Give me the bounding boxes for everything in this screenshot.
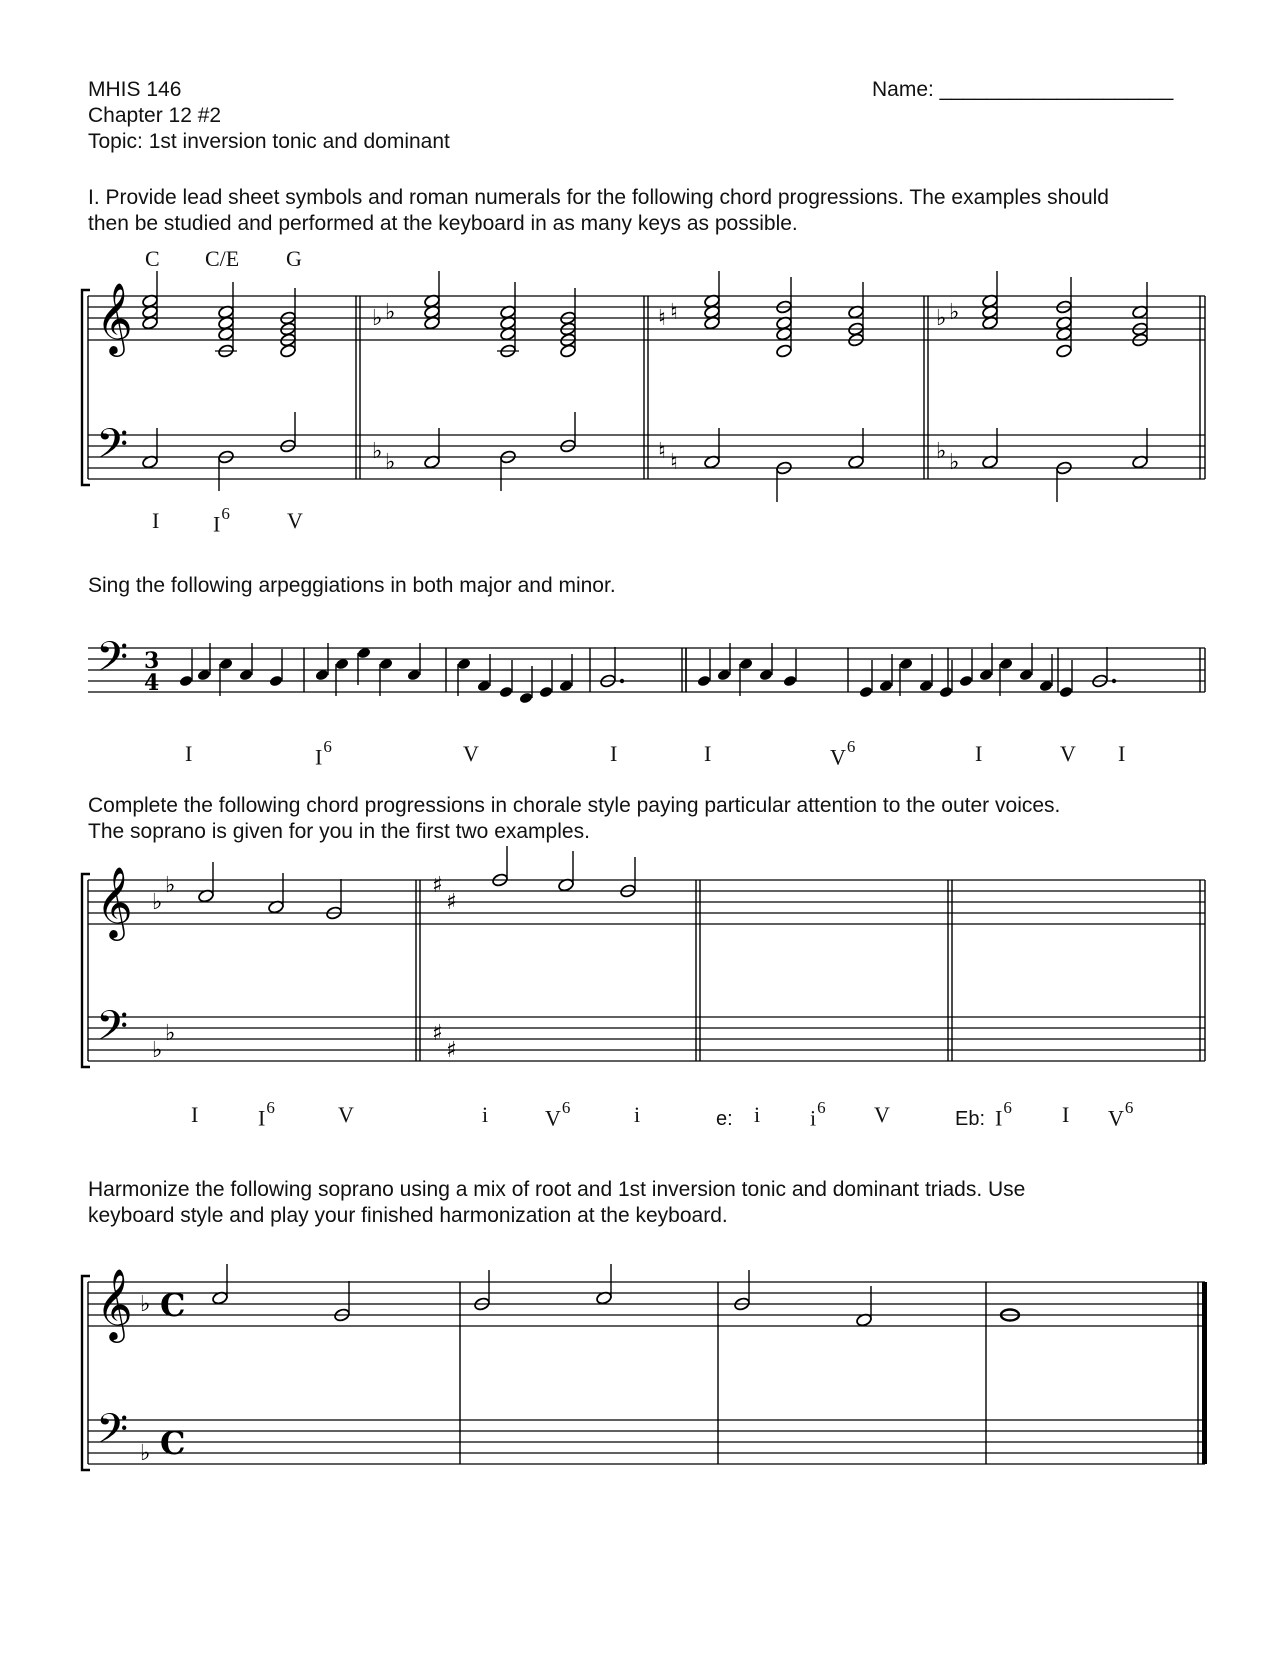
quarter-note — [859, 686, 874, 699]
roman-numeral: I — [152, 508, 160, 533]
treble-clef: 𝄞 — [96, 1267, 133, 1340]
sharp-sign: ♯ — [446, 890, 457, 915]
roman-numeral: $V^6$ — [1108, 1098, 1134, 1131]
roman-numeral: I — [610, 741, 618, 766]
natural-sign: ♮ — [658, 306, 666, 331]
chord-symbol: C — [145, 246, 160, 271]
key-label: Eb: — [955, 1108, 986, 1130]
roman-numeral: i — [482, 1102, 489, 1127]
flat-sign: ♭ — [152, 1038, 163, 1063]
chord-symbol: G — [286, 246, 302, 271]
flat-sign: ♭ — [372, 439, 383, 464]
section1-instructions-line1: I. Provide lead sheet symbols and roman numerals for the following chord progressions. The examples should — [88, 186, 1109, 209]
half-note — [775, 344, 792, 359]
roman-numeral: V — [874, 1102, 890, 1127]
roman-numeral: I — [975, 741, 983, 766]
flat-sign: ♭ — [152, 890, 163, 915]
sharp-sign: ♯ — [432, 1021, 443, 1046]
roman-numeral: $i^6$ — [810, 1098, 826, 1131]
time-signature: 4 — [144, 670, 160, 696]
roman-numeral: $V^6$ — [545, 1098, 571, 1131]
bass-clef: 𝄢 — [96, 633, 129, 691]
time-signature: 3 — [144, 648, 160, 674]
natural-sign: ♮ — [670, 300, 678, 325]
roman-numeral: $V^6$ — [830, 737, 856, 770]
roman-numeral: I — [1062, 1102, 1070, 1127]
treble-clef: 𝄞 — [96, 865, 133, 938]
dot — [620, 679, 624, 683]
flat-sign: ♭ — [949, 300, 960, 325]
roman-numeral: V — [338, 1102, 354, 1127]
treble-clef: 𝄞 — [96, 281, 133, 354]
flat-sign: ♭ — [165, 1021, 176, 1046]
flat-sign: ♭ — [949, 450, 960, 475]
chord-symbol: C/E — [205, 246, 240, 271]
quarter-note — [269, 675, 284, 688]
flat-sign: ♭ — [140, 1441, 151, 1466]
system-bracket — [82, 1276, 90, 1470]
flat-sign: ♭ — [165, 873, 176, 898]
roman-numeral: I — [191, 1102, 199, 1127]
quarter-note — [959, 675, 974, 688]
section3-instructions-line2: The soprano is given for you in the first two examples. — [88, 820, 590, 843]
system-bracket — [82, 874, 90, 1067]
quarter-note — [539, 686, 554, 699]
final-barline — [1202, 1282, 1207, 1464]
quarter-note — [697, 675, 712, 688]
flat-sign: ♭ — [936, 439, 947, 464]
half-note — [1055, 344, 1072, 359]
roman-numeral: I — [185, 741, 193, 766]
topic-label: Topic: 1st inversion tonic and dominant — [88, 130, 450, 153]
quarter-note — [1059, 686, 1074, 699]
section4-instructions-line1: Harmonize the following soprano using a mix of root and 1st inversion tonic and dominant triads. Use — [88, 1178, 1026, 1201]
bass-clef: 𝄢 — [96, 1405, 129, 1463]
roman-numeral: $I^6$ — [315, 737, 332, 770]
roman-numeral: I — [1118, 741, 1126, 766]
half-note — [559, 344, 576, 359]
key-label: e: — [716, 1108, 733, 1130]
roman-numeral: V — [287, 508, 303, 533]
dot — [1112, 679, 1116, 683]
system-bracket — [82, 290, 90, 485]
half-note — [279, 344, 296, 359]
quarter-note — [179, 675, 194, 688]
roman-numeral: $I^6$ — [213, 504, 230, 537]
quarter-note — [499, 686, 514, 699]
flat-sign: ♭ — [385, 300, 396, 325]
common-time: C — [160, 1286, 186, 1324]
natural-sign: ♮ — [658, 439, 666, 464]
roman-numeral: V — [1060, 741, 1076, 766]
roman-numeral: i — [754, 1102, 761, 1127]
flat-sign: ♭ — [140, 1292, 151, 1317]
course-code: MHIS 146 — [88, 78, 182, 101]
roman-numeral: I — [704, 741, 712, 766]
chapter-label: Chapter 12 #2 — [88, 104, 222, 127]
section4-instructions-line2: keyboard style and play your finished harmonization at the keyboard. — [88, 1204, 728, 1227]
section2-instructions: Sing the following arpeggiations in both major and minor. — [88, 574, 616, 597]
quarter-note — [939, 686, 954, 699]
common-time: C — [160, 1424, 186, 1462]
roman-numeral: $I^6$ — [258, 1098, 275, 1131]
section1-instructions-line2: then be studied and performed at the keyboard in as many keys as possible. — [88, 212, 798, 235]
name-field[interactable]: Name: ____________________ — [872, 78, 1174, 101]
natural-sign: ♮ — [670, 450, 678, 475]
bass-clef: 𝄢 — [96, 1002, 129, 1060]
bass-clef: 𝄢 — [96, 420, 129, 478]
quarter-note — [519, 692, 534, 705]
sharp-sign: ♯ — [432, 873, 443, 898]
roman-numeral: $I^6$ — [995, 1098, 1012, 1131]
flat-sign: ♭ — [936, 306, 947, 331]
sharp-sign: ♯ — [446, 1038, 457, 1063]
section3-instructions-line1: Complete the following chord progressions in chorale style paying particular attention to the outer voices. — [88, 794, 1061, 817]
roman-numeral: V — [463, 741, 479, 766]
roman-numeral: i — [634, 1102, 641, 1127]
flat-sign: ♭ — [385, 450, 396, 475]
flat-sign: ♭ — [372, 306, 383, 331]
quarter-note — [783, 675, 798, 688]
